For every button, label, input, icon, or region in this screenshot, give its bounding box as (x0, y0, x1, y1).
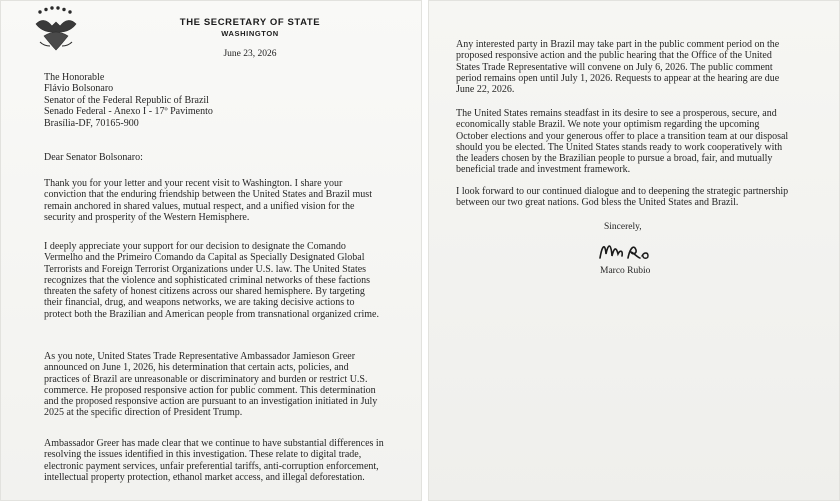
letterhead-title: THE SECRETARY OF STATE (179, 17, 321, 28)
letterhead-location: WASHINGTON (221, 29, 279, 38)
signer-name: Marco Rubio (600, 266, 651, 276)
body-paragraph: Ambassador Greer has made clear that we continue to have substantial differences in resolving the issues identified in this investigation. These relate to digital trade, electronic payment services, unfair preferential tariffs, anti-corruption enforcement, intellectual property protection, ethanol market access, and illegal deforestation. (44, 438, 384, 483)
recipient-line: The Honorable (44, 72, 105, 83)
body-paragraph: I deeply appreciate your support for our decision to designate the Comando Vermelho and the Primeiro Comando da Capital as Specially Designated Global Terrorists and Foreign Terrorist Organizations under U.S. law. The United States recognizes that the violence and sophisticated criminal networks of these factions threaten the safety of honest citizens across our shared hemisphere. By targeting their financial, drug, and weapons networks, we are taking decisive actions to protect both the Brazilian and American people from transnational organized crime. (44, 241, 379, 320)
letter-date: June 23, 2026 (223, 49, 277, 59)
recipient-line: Brasília-DF, 70165-900 (44, 117, 139, 129)
recipient-line: Senator of the Federal Republic of Brazil (44, 94, 209, 106)
handwritten-signature-icon (596, 236, 662, 264)
body-paragraph: I look forward to our continued dialogue and to deepening the strategic partnership between our two great nations. God bless the United States and Brazil. (456, 186, 789, 209)
recipient-line: Senado Federal - Anexo I - 17º Pavimento (44, 106, 213, 118)
closing: Sincerely, (604, 222, 642, 232)
body-paragraph: The United States remains steadfast in its desire to see a prosperous, secure, and economically stable Brazil. We note your optimism regarding the upcoming October elections and your generous offer to place a transition team at our disposal should you be elected. The United States stands ready to work cooperatively with the leaders chosen by the Brazilian people to pursue a broad, fair, and mutually beneficial trade and investment framework. (456, 108, 789, 176)
salutation: Dear Senator Bolsonaro: (44, 152, 143, 163)
recipient-address (44, 72, 384, 129)
recipient-line: Flávio Bolsonaro (44, 83, 114, 95)
body-paragraph: As you note, United States Trade Representative Ambassador Jamieson Greer announced on June 1, 2026, his determination that certain acts, policies, and practices of Brazil are unreasonable or discriminatory and burden or restrict U.S. commerce. He proposed responsive action for public comment. This determination and the proposed responsive action are pursuant to an investigation initiated in July 2025 at the specific direction of President Trump. (44, 351, 378, 419)
eagle-seal-icon (30, 6, 82, 52)
body-paragraph: Thank you for your letter and your recent visit to Washington. I share your conviction that the enduring friendship between the United States and Brazil must remain anchored in shared values, mutual respect, and a unified vision for the security and prosperity of the Western Hemisphere. (44, 178, 372, 223)
body-paragraph: Any interested party in Brazil may take part in the public comment period on the proposed responsive action and the public hearing that the Office of the United States Trade Representative will convene on July 6, 2026. The public comment period remains open until July 1, 2026. Requests to appear at the hearing are due June 22, 2026. (456, 39, 780, 96)
